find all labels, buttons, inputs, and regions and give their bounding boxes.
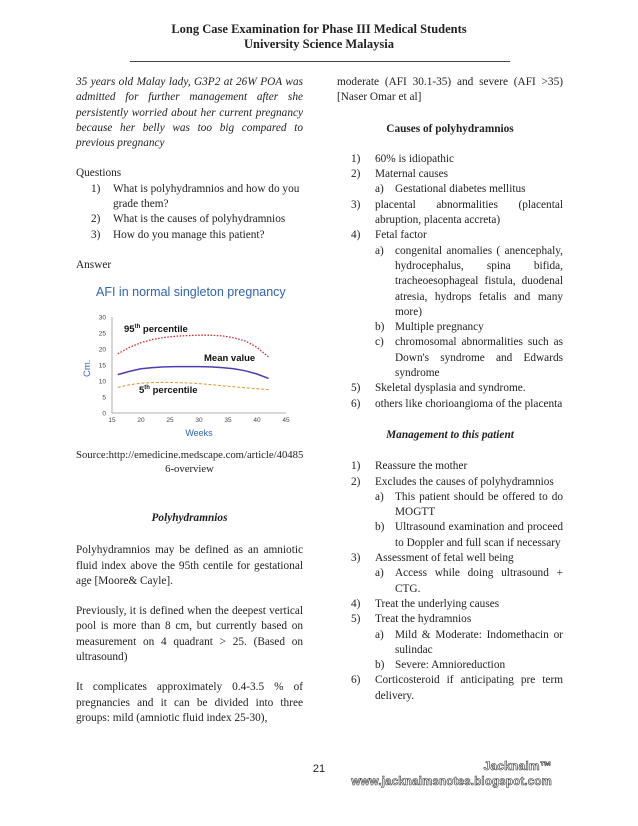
management-item: [337, 673, 563, 704]
management-title: Management to this patient: [386, 428, 514, 441]
question-text: How do you manage this patient?: [113, 228, 265, 241]
management-list: [337, 459, 563, 704]
cause-item: [337, 397, 563, 412]
header-line-1: Long Case Examination for Phase III Medical Students: [171, 22, 467, 36]
management-item-number: 4): [351, 597, 361, 610]
right-column: [337, 75, 563, 704]
sub-item: [375, 320, 563, 335]
management-item: [337, 597, 563, 612]
management-item-sublist: [375, 490, 563, 551]
management-item-text: Treat the hydramnios: [375, 613, 472, 626]
y-axis-label: Cm.: [82, 359, 93, 378]
header-rule: [130, 61, 510, 62]
questions-heading: Questions: [76, 167, 122, 180]
cause-item-number: 3): [351, 198, 361, 211]
brand-block: [351, 758, 552, 790]
sub-item-text: Ultrasound examination and proceed to Doppler and full scan if necessary: [395, 521, 563, 549]
management-item-number: 6): [351, 674, 361, 687]
cause-item: [337, 152, 563, 167]
question-text: What is the causes of polyhydramnios: [113, 213, 286, 226]
sub-item: [375, 520, 563, 551]
management-item: [337, 475, 563, 551]
brand-name: Jacknaim™: [483, 759, 552, 773]
management-item-text: Reassure the mother: [375, 460, 468, 473]
sub-item: [375, 335, 563, 381]
y-tick-label: 30: [98, 314, 106, 322]
series-label-main: 95: [124, 324, 135, 336]
sub-item-letter: a): [375, 183, 384, 196]
management-item-sublist: [375, 566, 563, 597]
management-item-number: 1): [351, 460, 361, 473]
cause-item-sublist: [375, 244, 563, 382]
management-item-sublist: [375, 628, 563, 674]
management-item-number: 2): [351, 475, 361, 488]
definition-paragraph: Polyhydramnios may be defined as an amniotic fluid index above the 95th centile for gestational age [Moore& Cayle].: [76, 544, 303, 587]
sub-item-text: Severe: Amnioreduction: [395, 659, 506, 672]
cause-item-sublist: [375, 182, 563, 197]
question-text: What is polyhydramnios and how do you grade them?: [113, 182, 300, 211]
y-tick-label: 15: [98, 362, 106, 370]
series-label-sup: th: [134, 324, 141, 331]
cause-item: [337, 381, 563, 396]
cause-item-number: 4): [351, 229, 361, 242]
cause-item-text: Skeletal dysplasia and syndrome.: [375, 382, 526, 395]
management-item-text: Excludes the causes of polyhydramnios: [375, 475, 554, 488]
sub-item: [375, 566, 563, 597]
management-item-number: 5): [351, 613, 361, 626]
management-item: [337, 459, 563, 474]
x-tick-label: 15: [108, 417, 116, 425]
management-item-text: Corticosteroid if anticipating pre term delivery.: [375, 674, 563, 702]
x-tick-label: 20: [137, 417, 145, 425]
cause-item-text: placental abnormalities (placental abruption, placenta accreta): [375, 198, 563, 227]
brand-url: www.jacknaimsnotes.blogspot.com: [351, 776, 552, 788]
sub-item-letter: a): [375, 244, 384, 257]
sub-item-text: chromosomal abnormalities such as Down's syndrome and Edwards syndrome: [395, 336, 563, 380]
afi-chart: [76, 283, 303, 448]
sub-item-letter: b): [375, 321, 385, 334]
management-item-text: Assessment of fetal well being: [375, 552, 514, 565]
sub-item-text: congenital anomalies ( anencephaly, hydrocephalus, spina bifida, tracheoesophageal fistula, duodenal atresia, hydrops fetalis and many more): [395, 244, 563, 318]
cause-item: [337, 198, 563, 229]
question-item: [76, 228, 303, 243]
x-tick-label: 45: [282, 417, 290, 425]
chart-title: AFI in normal singleton pregnancy: [96, 285, 286, 300]
series-label-rest: percentile: [140, 324, 188, 336]
cause-item-text: 60% is idiopathic: [375, 152, 455, 165]
series-label-1: [204, 353, 255, 364]
y-tick-label: 5: [102, 394, 106, 402]
question-number: 2): [91, 213, 101, 226]
series-label-0: [124, 324, 188, 335]
chart-source: Source:http://emedicine.medscape.com/article/40485 6-overview: [76, 449, 304, 476]
management-item: [337, 551, 563, 597]
groups-paragraph: It complicates approximately 0.4-3.5 % of pregnancies and it can be divided into three groups: mild (amniotic fluid index 25-30),: [76, 681, 303, 724]
cause-item-number: 5): [351, 382, 361, 395]
y-tick-label: 10: [98, 378, 106, 386]
continuation-text: moderate (AFI 30.1-35) and severe (AFI >35) [Naser Omar et al]: [337, 76, 563, 104]
management-item: [337, 612, 563, 673]
left-column: [76, 75, 303, 726]
cause-item-number: 6): [351, 397, 361, 410]
sub-item-text: Gestational diabetes mellitus: [395, 183, 526, 196]
question-number: 1): [91, 182, 101, 195]
question-number: 3): [91, 228, 101, 241]
series-line-1: [118, 367, 269, 379]
x-axis-label: Weeks: [185, 428, 213, 439]
page-header: [0, 22, 638, 52]
answer-heading: Answer: [76, 258, 112, 271]
x-tick-label: 35: [224, 417, 232, 425]
sub-item-letter: c): [375, 336, 384, 349]
x-tick-label: 40: [253, 417, 261, 425]
sub-item-text: Access while doing ultrasound + CTG.: [395, 567, 563, 595]
polyhydramnios-title: Polyhydramnios: [151, 511, 228, 524]
sub-item-letter: a): [375, 628, 384, 641]
cause-item-text: Maternal causes: [375, 168, 449, 181]
sub-item: [375, 490, 563, 521]
management-item-text: Treat the underlying causes: [375, 597, 500, 610]
sub-item: [375, 182, 563, 197]
sub-item: [375, 244, 563, 320]
y-tick-label: 20: [98, 346, 106, 354]
sub-item-text: This patient should be offered to do MOGTT: [395, 490, 563, 519]
sub-item-letter: a): [375, 567, 384, 580]
sub-item-letter: b): [375, 521, 385, 534]
afi-chart-svg: [76, 283, 303, 448]
y-tick-label: 25: [98, 330, 106, 338]
question-item: [76, 182, 303, 213]
cause-item-number: 1): [351, 152, 361, 165]
series-label-rest: percentile: [149, 385, 198, 397]
sub-item: [375, 628, 563, 659]
series-label-main: Mean value: [204, 353, 256, 365]
case-text: 35 years old Malay lady, G3P2 at 26W POA was admitted for further management after she persistently worried about her current pregnancy because her belly was too big compared to previous pregnancy: [76, 76, 303, 150]
causes-list: [337, 152, 563, 412]
sub-item: [375, 658, 563, 673]
questions-list: [76, 182, 303, 243]
page-number: 21: [312, 763, 326, 775]
cause-item-text: others like chorioangioma of the placenta: [375, 397, 563, 410]
question-item: [76, 212, 303, 227]
sub-item-letter: a): [375, 490, 384, 503]
series-label-main: 5: [139, 385, 145, 397]
series-label-2: [139, 385, 198, 396]
cause-item-text: Fetal factor: [375, 229, 427, 242]
x-tick-label: 25: [166, 417, 174, 425]
cause-item-number: 2): [351, 168, 361, 181]
management-item-number: 3): [351, 552, 361, 565]
sub-item-text: Mild & Moderate: Indomethacin or sulindac: [395, 628, 563, 656]
previous-definition-paragraph: Previously, it is defined when the deepest vertical pool is more than 8 cm, but currently based on measurement on 4 quadrant > 25. (Based on ultrasound): [76, 605, 303, 664]
series-label-sup: th: [144, 385, 150, 392]
causes-title: Causes of polyhydramnios: [386, 122, 514, 135]
sub-item-letter: b): [375, 659, 385, 672]
sub-item-text: Multiple pregnancy: [395, 321, 484, 334]
cause-item: [337, 167, 563, 198]
header-line-2: University Science Malaysia: [244, 37, 394, 51]
cause-item: [337, 228, 563, 381]
y-tick-label: 0: [102, 410, 106, 418]
x-tick-label: 30: [195, 417, 203, 425]
